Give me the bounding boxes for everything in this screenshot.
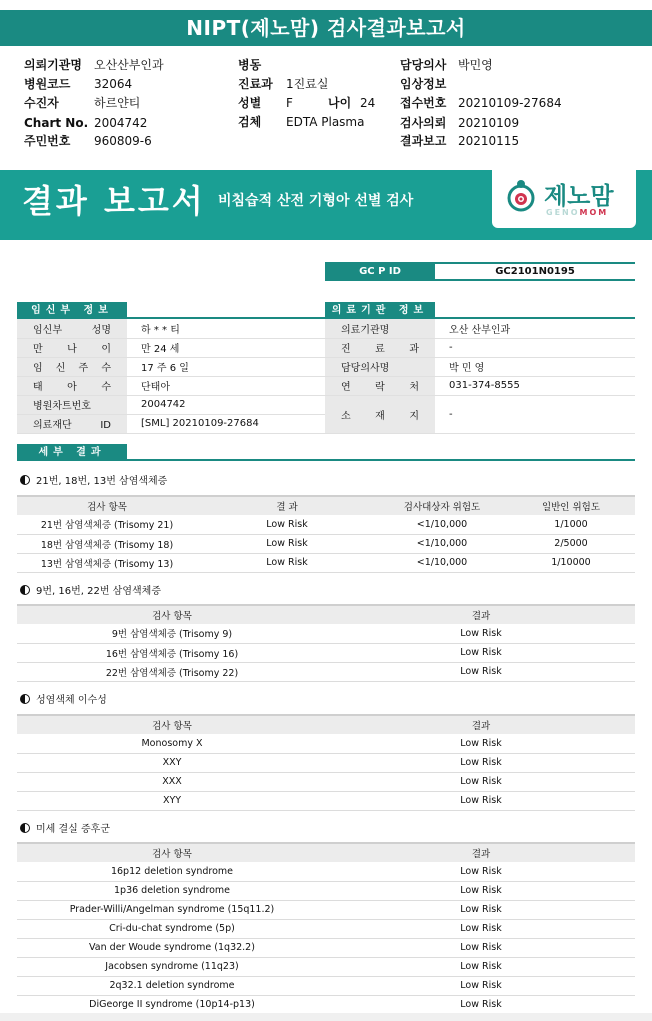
sex-chrom-cell: XXX xyxy=(17,772,327,791)
accession-value: 20210109-27684 xyxy=(458,96,562,110)
sex-chrom-cell: XXY xyxy=(17,753,327,772)
trisomy-other-column-header: 결과 xyxy=(327,605,635,624)
gcp-id-label: GC P ID xyxy=(325,262,435,281)
micro-row xyxy=(17,938,635,957)
hospital-info-table xyxy=(325,319,635,434)
trisomy-other-header-row xyxy=(17,605,635,624)
micro-row xyxy=(17,862,635,881)
micro-cell: Low Risk xyxy=(327,881,635,900)
hospital-info-row-value: 오산 산부인과 xyxy=(435,319,635,338)
hospital-value: 오산산부인과 xyxy=(94,58,164,72)
dept-label: 진료과 xyxy=(238,77,273,91)
half-circle-icon xyxy=(20,475,30,485)
hospital-label: 의뢰기관명 xyxy=(24,58,82,72)
logo-subtext xyxy=(546,208,608,217)
sex-chrom-header-row xyxy=(17,715,635,734)
logo-sub-geno: GENO xyxy=(546,208,580,217)
request-label: 검사의뢰 xyxy=(400,116,447,130)
sex-chrom-heading-text: 성염색체 이수성 xyxy=(36,695,107,706)
trisomy-other-cell: 16번 삼염색체증 (Trisomy 16) xyxy=(17,643,327,662)
rrn-label: 주민번호 xyxy=(24,134,71,148)
micro-cell: 2q32.1 deletion syndrome xyxy=(17,976,327,995)
trisomy-other-heading-text: 9번, 16번, 22번 삼염색체증 xyxy=(36,586,161,597)
patient-info-row-label: 태 아 수 xyxy=(17,376,127,395)
hospital-info-row-value: 박 민 영 xyxy=(435,357,635,376)
patient-info-row xyxy=(17,395,325,414)
trisomy-main-row xyxy=(17,553,635,572)
micro-cell: Low Risk xyxy=(327,862,635,881)
half-circle-icon xyxy=(20,585,30,595)
trisomy-main-cell: 13번 삼염색체증 (Trisomy 13) xyxy=(17,553,197,572)
sex-chrom-table xyxy=(17,714,635,811)
hospital-info-row-label: 진 료 과 xyxy=(325,338,435,357)
micro-cell: 1p36 deletion syndrome xyxy=(17,881,327,900)
micro-cell: 16p12 deletion syndrome xyxy=(17,862,327,881)
micro-cell: Low Risk xyxy=(327,919,635,938)
specimen-value: EDTA Plasma xyxy=(286,115,365,129)
sex-chrom-row xyxy=(17,753,635,772)
trisomy-other-table xyxy=(17,604,635,682)
result-banner xyxy=(0,170,652,240)
hospital-info-row xyxy=(325,319,635,338)
patient-section-title: 임신부 정보 xyxy=(17,302,127,319)
micro-column-header: 검사 항목 xyxy=(17,843,327,862)
micro-cell: Van der Woude syndrome (1q32.2) xyxy=(17,938,327,957)
trisomy-main-cell: 21번 삼염색체증 (Trisomy 21) xyxy=(17,515,197,534)
logo-text: 제노맘 xyxy=(544,182,614,210)
detail-section-line xyxy=(17,459,635,461)
gcp-id-value: GC2101N0195 xyxy=(435,262,635,281)
trisomy-other-column-header: 검사 항목 xyxy=(17,605,327,624)
age-value: 24 xyxy=(360,96,376,110)
trisomy-main-cell: Low Risk xyxy=(197,534,377,553)
micro-row xyxy=(17,919,635,938)
sex-chrom-column-header: 검사 항목 xyxy=(17,715,327,734)
doctor-value: 박민영 xyxy=(458,58,493,72)
trisomy-main-heading-text: 21번, 18번, 13번 삼염색체증 xyxy=(36,476,168,487)
code-value: 32064 xyxy=(94,77,133,91)
patient-info-row-label: 임신부 성명 xyxy=(17,319,127,338)
patient-info-row-value: 만 24 세 xyxy=(127,338,325,357)
receiver-value: 하르얀티 xyxy=(94,96,141,110)
trisomy-other-heading xyxy=(20,582,161,597)
patient-info-table xyxy=(17,319,325,434)
patient-info-row-value: 2004742 xyxy=(127,395,325,414)
sex-chrom-cell: Low Risk xyxy=(327,791,635,810)
accession-label: 접수번호 xyxy=(400,96,447,110)
trisomy-other-cell: Low Risk xyxy=(327,624,635,643)
micro-cell: Jacobsen syndrome (11q23) xyxy=(17,957,327,976)
banner-title: 결과 보고서 xyxy=(22,182,206,220)
micro-cell: Low Risk xyxy=(327,995,635,1014)
specimen-label: 검체 xyxy=(238,115,262,129)
trisomy-other-row xyxy=(17,662,635,681)
hospital-section-title: 의료기관 정보 xyxy=(325,302,435,319)
patient-info-row xyxy=(17,338,325,357)
sex-chrom-cell: Monosomy X xyxy=(17,734,327,753)
sex-chrom-cell: Low Risk xyxy=(327,772,635,791)
age-label: 나이 xyxy=(328,96,352,110)
sex-chrom-row xyxy=(17,772,635,791)
patient-info-row-value: 17 주 6 일 xyxy=(127,357,325,376)
micro-row xyxy=(17,976,635,995)
trisomy-main-cell: 2/5000 xyxy=(507,534,635,553)
hospital-info-row xyxy=(325,395,635,433)
logo-sub-mom: MOM xyxy=(579,208,609,217)
report-date-label: 결과보고 xyxy=(400,134,447,148)
hospital-info-row xyxy=(325,338,635,357)
trisomy-main-cell: <1/10,000 xyxy=(377,534,507,553)
trisomy-other-row xyxy=(17,643,635,662)
hospital-info-row xyxy=(325,376,635,395)
receiver-label: 수진자 xyxy=(24,96,59,110)
trisomy-other-cell: Low Risk xyxy=(327,643,635,662)
micro-cell: DiGeorge II syndrome (10p14-p13) xyxy=(17,995,327,1014)
sex-chrom-row xyxy=(17,734,635,753)
patient-info-row xyxy=(17,319,325,338)
trisomy-main-cell: 1/10000 xyxy=(507,553,635,572)
trisomy-main-column-header: 결 과 xyxy=(197,496,377,515)
micro-cell: Cri-du-chat syndrome (5p) xyxy=(17,919,327,938)
trisomy-main-cell: 18번 삼염색체증 (Trisomy 18) xyxy=(17,534,197,553)
patient-info-row xyxy=(17,357,325,376)
sex-chrom-cell: Low Risk xyxy=(327,753,635,772)
trisomy-other-cell: Low Risk xyxy=(327,662,635,681)
hospital-info-row-value: - xyxy=(435,395,635,433)
banner-subtitle: 비침습적 산전 기형아 선별 검사 xyxy=(218,193,414,209)
request-value: 20210109 xyxy=(458,116,520,130)
patient-info-row-label: 의료재단 ID xyxy=(17,414,127,433)
code-label: 병원코드 xyxy=(24,77,71,91)
sex-chrom-heading xyxy=(20,691,107,706)
dept-value: 1진료실 xyxy=(286,77,329,91)
sex-chrom-row xyxy=(17,791,635,810)
micro-cell: Low Risk xyxy=(327,957,635,976)
micro-cell: Low Risk xyxy=(327,938,635,957)
patient-info-row-value: 단태아 xyxy=(127,376,325,395)
patient-info-row-value: 하 * * 티 xyxy=(127,319,325,338)
micro-row xyxy=(17,881,635,900)
micro-cell: Low Risk xyxy=(327,976,635,995)
ward-label: 병동 xyxy=(238,58,262,72)
patient-info-row-label: 임 신 주 수 xyxy=(17,357,127,376)
trisomy-main-cell: 1/1000 xyxy=(507,515,635,534)
trisomy-main-row xyxy=(17,534,635,553)
trisomy-other-row xyxy=(17,624,635,643)
sex-chrom-column-header: 결과 xyxy=(327,715,635,734)
doctor-label: 담당의사 xyxy=(400,58,447,72)
trisomy-main-column-header: 검사 항목 xyxy=(17,496,197,515)
hospital-info-row-label: 연 락 처 xyxy=(325,376,435,395)
hospital-info-row xyxy=(325,357,635,376)
genomom-logo xyxy=(492,170,636,228)
micro-row xyxy=(17,900,635,919)
trisomy-other-cell: 9번 삼염색체증 (Trisomy 9) xyxy=(17,624,327,643)
report-date-value: 20210115 xyxy=(458,134,520,148)
micro-row xyxy=(17,957,635,976)
sex-value: F xyxy=(286,96,293,110)
chart-label: Chart No. xyxy=(24,116,89,130)
trisomy-main-heading xyxy=(20,472,167,487)
bottom-strip xyxy=(0,1013,652,1021)
micro-heading xyxy=(20,820,110,835)
patient-info-row-value: [SML] 20210109-27684 xyxy=(127,414,325,433)
hospital-info-row-value: 031-374-8555 xyxy=(435,376,635,395)
sex-chrom-cell: XYY xyxy=(17,791,327,810)
patient-info-row xyxy=(17,414,325,433)
genomom-logo-icon xyxy=(506,178,536,212)
micro-cell: Prader-Willi/Angelman syndrome (15q11.2) xyxy=(17,900,327,919)
half-circle-icon xyxy=(20,823,30,833)
hospital-info-row-label: 소 재 지 xyxy=(325,395,435,433)
trisomy-main-column-header: 검사대상자 위험도 xyxy=(377,496,507,515)
trisomy-main-cell: <1/10,000 xyxy=(377,553,507,572)
trisomy-main-table xyxy=(17,495,635,573)
rrn-value: 960809-6 xyxy=(94,134,152,148)
micro-column-header: 결과 xyxy=(327,843,635,862)
half-circle-icon xyxy=(20,694,30,704)
detail-section-title: 세부 결과 xyxy=(17,444,127,461)
patient-info-row xyxy=(17,376,325,395)
micro-cell: Low Risk xyxy=(327,900,635,919)
trisomy-main-header-row xyxy=(17,496,635,515)
trisomy-main-column-header: 일반인 위험도 xyxy=(507,496,635,515)
micro-heading-text: 미세 결실 증후군 xyxy=(36,824,110,835)
patient-info-row-label: 만 나 이 xyxy=(17,338,127,357)
hospital-info-row-label: 담당의사명 xyxy=(325,357,435,376)
chart-value: 2004742 xyxy=(94,116,148,130)
trisomy-main-cell: <1/10,000 xyxy=(377,515,507,534)
trisomy-main-cell: Low Risk xyxy=(197,515,377,534)
micro-header-row xyxy=(17,843,635,862)
hospital-info-row-value: - xyxy=(435,338,635,357)
hospital-info-row-label: 의료기관명 xyxy=(325,319,435,338)
sex-chrom-cell: Low Risk xyxy=(327,734,635,753)
trisomy-other-cell: 22번 삼염색체증 (Trisomy 22) xyxy=(17,662,327,681)
clinical-label: 임상정보 xyxy=(400,77,447,91)
report-title: NIPT(제노맘) 검사결과보고서 xyxy=(0,10,652,46)
micro-row xyxy=(17,995,635,1014)
patient-info-row-label: 병원차트번호 xyxy=(17,395,127,414)
sex-label: 성별 xyxy=(238,96,262,110)
micro-table xyxy=(17,842,635,1015)
trisomy-main-cell: Low Risk xyxy=(197,553,377,572)
trisomy-main-row xyxy=(17,515,635,534)
